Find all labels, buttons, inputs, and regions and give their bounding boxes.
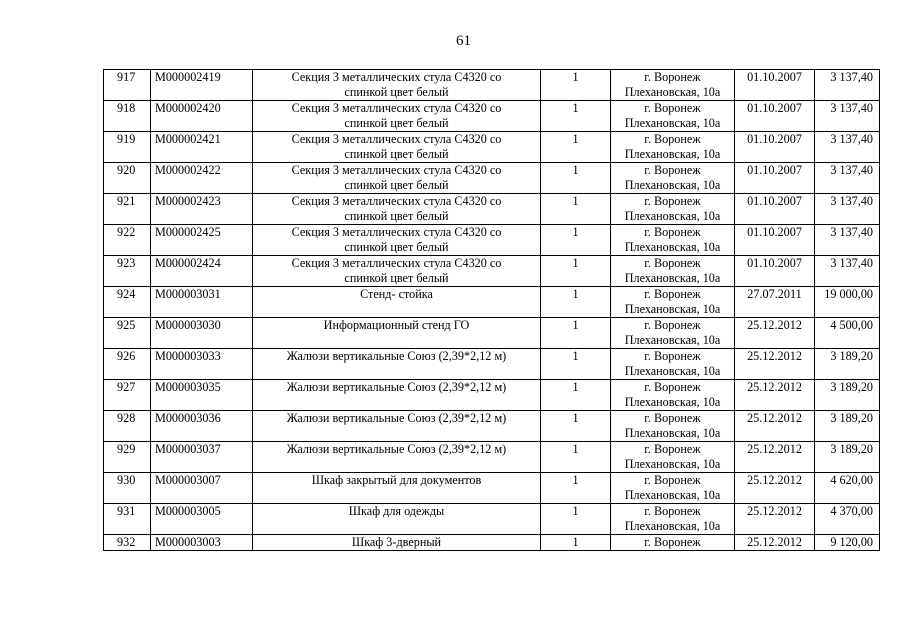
item-name-cell-text: Шкаф закрытый для документов <box>311 473 482 487</box>
inventory-code-cell <box>151 411 253 442</box>
table-row <box>104 256 880 287</box>
item-name-cell <box>253 287 541 318</box>
quantity-cell <box>541 380 611 411</box>
amount-cell <box>815 349 880 380</box>
quantity-cell-text: 1 <box>572 194 579 208</box>
address-cell-text: Плехановская, 10а <box>624 457 721 471</box>
item-name-cell-text: спинкой цвет белый <box>344 178 449 192</box>
address-cell-text: г. Воронеж <box>644 349 701 363</box>
amount-cell-text: 4 500,00 <box>830 318 873 332</box>
inventory-code-cell-text: М000003003 <box>155 535 221 549</box>
address-cell-text: Плехановская, 10а <box>624 209 721 223</box>
table-row <box>104 442 880 473</box>
row-number-cell-text: 920 <box>117 163 136 177</box>
inventory-code-cell <box>151 504 253 535</box>
address-cell <box>611 318 735 349</box>
date-cell <box>735 70 815 101</box>
inventory-code-cell-text: М000002423 <box>155 194 221 208</box>
amount-cell-text: 4 620,00 <box>830 473 873 487</box>
amount-cell-text: 3 189,20 <box>830 442 873 456</box>
date-cell-text: 25.12.2012 <box>747 473 802 487</box>
address-cell-text: Плехановская, 10а <box>624 488 721 502</box>
row-number-cell <box>104 380 151 411</box>
address-cell-text: г. Воронеж <box>644 256 701 270</box>
amount-cell-text: 3 137,40 <box>830 163 873 177</box>
inventory-code-cell <box>151 101 253 132</box>
item-name-cell <box>253 380 541 411</box>
date-cell <box>735 442 815 473</box>
date-cell-text: 25.12.2012 <box>747 442 802 456</box>
date-cell <box>735 318 815 349</box>
address-cell-text: г. Воронеж <box>644 163 701 177</box>
date-cell-text: 01.10.2007 <box>747 256 802 270</box>
address-cell-text: Плехановская, 10а <box>624 147 721 161</box>
quantity-cell-text: 1 <box>572 163 579 177</box>
inventory-code-cell-text: М000003005 <box>155 504 221 518</box>
item-name-cell-text: Секция 3 металлических стула С4320 со <box>291 256 502 270</box>
address-cell-text: Плехановская, 10а <box>624 240 721 254</box>
amount-cell-text: 3 137,40 <box>830 101 873 115</box>
address-cell <box>611 194 735 225</box>
address-cell-text: Плехановская, 10а <box>624 302 721 316</box>
quantity-cell <box>541 70 611 101</box>
inventory-code-cell <box>151 535 253 551</box>
date-cell <box>735 473 815 504</box>
row-number-cell <box>104 225 151 256</box>
amount-cell-text: 3 189,20 <box>830 411 873 425</box>
item-name-cell <box>253 535 541 551</box>
date-cell <box>735 504 815 535</box>
row-number-cell <box>104 287 151 318</box>
amount-cell <box>815 256 880 287</box>
date-cell-text: 25.12.2012 <box>747 411 802 425</box>
item-name-cell <box>253 256 541 287</box>
table-row <box>104 287 880 318</box>
table-row <box>104 225 880 256</box>
quantity-cell-text: 1 <box>572 504 579 518</box>
address-cell-text: г. Воронеж <box>644 194 701 208</box>
inventory-code-cell-text: М000002422 <box>155 163 221 177</box>
row-number-cell-text: 928 <box>117 411 136 425</box>
address-cell-text: Плехановская, 10а <box>624 426 721 440</box>
item-name-cell-text: спинкой цвет белый <box>344 147 449 161</box>
inventory-code-cell <box>151 380 253 411</box>
amount-cell-text: 3 137,40 <box>830 132 873 146</box>
item-name-cell-text: Секция 3 металлических стула С4320 со <box>291 194 502 208</box>
date-cell <box>735 132 815 163</box>
row-number-cell <box>104 535 151 551</box>
inventory-code-cell-text: М000002424 <box>155 256 221 270</box>
item-name-cell-text: Жалюзи вертикальные Союз (2,39*2,12 м) <box>286 349 507 363</box>
table-row <box>104 194 880 225</box>
item-name-cell-text: Жалюзи вертикальные Союз (2,39*2,12 м) <box>286 411 507 425</box>
amount-cell <box>815 442 880 473</box>
date-cell <box>735 256 815 287</box>
item-name-cell <box>253 349 541 380</box>
address-cell-text: г. Воронеж <box>644 380 701 394</box>
row-number-cell <box>104 256 151 287</box>
row-number-cell-text: 931 <box>117 504 136 518</box>
inventory-code-cell <box>151 194 253 225</box>
quantity-cell <box>541 132 611 163</box>
row-number-cell-text: 929 <box>117 442 136 456</box>
item-name-cell-text: Секция 3 металлических стула С4320 со <box>291 132 502 146</box>
date-cell-text: 01.10.2007 <box>747 163 802 177</box>
amount-cell-text: 3 189,20 <box>830 349 873 363</box>
row-number-cell-text: 919 <box>117 132 136 146</box>
inventory-code-cell-text: М000003033 <box>155 349 221 363</box>
address-cell <box>611 535 735 551</box>
address-cell-text: г. Воронеж <box>644 504 701 518</box>
inventory-code-cell <box>151 473 253 504</box>
inventory-code-cell <box>151 349 253 380</box>
amount-cell <box>815 318 880 349</box>
address-cell <box>611 163 735 194</box>
address-cell <box>611 287 735 318</box>
page-number: 61 <box>456 33 471 49</box>
row-number-cell-text: 923 <box>117 256 136 270</box>
inventory-code-cell <box>151 132 253 163</box>
amount-cell-text: 3 137,40 <box>830 256 873 270</box>
item-name-cell <box>253 132 541 163</box>
quantity-cell-text: 1 <box>572 473 579 487</box>
quantity-cell-text: 1 <box>572 225 579 239</box>
address-cell <box>611 70 735 101</box>
inventory-code-cell-text: М000003035 <box>155 380 221 394</box>
address-cell-text: Плехановская, 10а <box>624 364 721 378</box>
date-cell-text: 01.10.2007 <box>747 70 802 84</box>
item-name-cell <box>253 163 541 194</box>
quantity-cell <box>541 318 611 349</box>
inventory-code-cell <box>151 70 253 101</box>
row-number-cell <box>104 101 151 132</box>
address-cell-text: Плехановская, 10а <box>624 85 721 99</box>
amount-cell-text: 19 000,00 <box>824 287 873 301</box>
amount-cell-text: 3 189,20 <box>830 380 873 394</box>
inventory-code-cell <box>151 256 253 287</box>
amount-cell <box>815 70 880 101</box>
table-row <box>104 349 880 380</box>
quantity-cell-text: 1 <box>572 287 579 301</box>
address-cell <box>611 380 735 411</box>
amount-cell <box>815 535 880 551</box>
item-name-cell-text: Информационный стенд ГО <box>323 318 470 332</box>
inventory-code-cell <box>151 163 253 194</box>
address-cell-text: г. Воронеж <box>644 318 701 332</box>
address-cell-text: Плехановская, 10а <box>624 178 721 192</box>
inventory-code-cell-text: М000002425 <box>155 225 221 239</box>
address-cell-text: Плехановская, 10а <box>624 519 721 533</box>
table-row <box>104 535 880 551</box>
date-cell-text: 01.10.2007 <box>747 194 802 208</box>
inventory-code-cell-text: М000003031 <box>155 287 221 301</box>
row-number-cell <box>104 473 151 504</box>
row-number-cell-text: 932 <box>117 535 136 549</box>
table-row <box>104 411 880 442</box>
address-cell <box>611 225 735 256</box>
item-name-cell-text: Секция 3 металлических стула С4320 со <box>291 163 502 177</box>
quantity-cell-text: 1 <box>572 101 579 115</box>
item-name-cell <box>253 473 541 504</box>
address-cell <box>611 473 735 504</box>
row-number-cell-text: 917 <box>117 70 136 84</box>
row-number-cell-text: 921 <box>117 194 136 208</box>
row-number-cell <box>104 163 151 194</box>
item-name-cell <box>253 318 541 349</box>
address-cell-text: г. Воронеж <box>644 287 701 301</box>
table-row <box>104 504 880 535</box>
date-cell-text: 01.10.2007 <box>747 101 802 115</box>
quantity-cell-text: 1 <box>572 256 579 270</box>
date-cell <box>735 163 815 194</box>
date-cell <box>735 101 815 132</box>
row-number-cell-text: 924 <box>117 287 136 301</box>
amount-cell <box>815 380 880 411</box>
quantity-cell <box>541 535 611 551</box>
date-cell-text: 01.10.2007 <box>747 225 802 239</box>
row-number-cell-text: 925 <box>117 318 136 332</box>
quantity-cell <box>541 287 611 318</box>
address-cell <box>611 442 735 473</box>
amount-cell <box>815 411 880 442</box>
quantity-cell-text: 1 <box>572 535 579 549</box>
item-name-cell-text: Стенд- стойка <box>360 287 433 301</box>
item-name-cell <box>253 411 541 442</box>
item-name-cell-text: Жалюзи вертикальные Союз (2,39*2,12 м) <box>286 442 507 456</box>
address-cell <box>611 349 735 380</box>
item-name-cell-text: спинкой цвет белый <box>344 240 449 254</box>
item-name-cell-text: Шкаф 3-дверный <box>351 535 442 549</box>
address-cell-text: г. Воронеж <box>644 132 701 146</box>
quantity-cell <box>541 163 611 194</box>
address-cell-text: г. Воронеж <box>644 70 701 84</box>
row-number-cell-text: 926 <box>117 349 136 363</box>
table-row <box>104 132 880 163</box>
inventory-code-cell-text: М000002419 <box>155 70 221 84</box>
address-cell <box>611 101 735 132</box>
item-name-cell <box>253 70 541 101</box>
inventory-code-cell <box>151 287 253 318</box>
quantity-cell-text: 1 <box>572 70 579 84</box>
quantity-cell <box>541 225 611 256</box>
table-row <box>104 70 880 101</box>
inventory-code-cell <box>151 442 253 473</box>
amount-cell-text: 3 137,40 <box>830 225 873 239</box>
amount-cell <box>815 194 880 225</box>
quantity-cell <box>541 442 611 473</box>
row-number-cell <box>104 318 151 349</box>
inventory-table <box>103 69 880 551</box>
inventory-code-cell-text: М000003036 <box>155 411 221 425</box>
quantity-cell-text: 1 <box>572 411 579 425</box>
item-name-cell <box>253 101 541 132</box>
quantity-cell-text: 1 <box>572 442 579 456</box>
quantity-cell-text: 1 <box>572 132 579 146</box>
item-name-cell-text: спинкой цвет белый <box>344 271 449 285</box>
inventory-code-cell-text: М000003030 <box>155 318 221 332</box>
address-cell-text: г. Воронеж <box>644 411 701 425</box>
address-cell-text: Плехановская, 10а <box>624 333 721 347</box>
date-cell <box>735 194 815 225</box>
quantity-cell <box>541 194 611 225</box>
inventory-code-cell-text: М000003007 <box>155 473 221 487</box>
date-cell-text: 25.12.2012 <box>747 318 802 332</box>
row-number-cell-text: 927 <box>117 380 136 394</box>
row-number-cell <box>104 132 151 163</box>
table-row <box>104 101 880 132</box>
address-cell-text: г. Воронеж <box>644 225 701 239</box>
date-cell-text: 25.12.2012 <box>747 380 802 394</box>
date-cell-text: 27.07.2011 <box>747 287 802 301</box>
inventory-code-cell-text: М000002420 <box>155 101 221 115</box>
date-cell-text: 01.10.2007 <box>747 132 802 146</box>
row-number-cell-text: 922 <box>117 225 136 239</box>
row-number-cell-text: 930 <box>117 473 136 487</box>
date-cell <box>735 411 815 442</box>
item-name-cell-text: Секция 3 металлических стула С4320 со <box>291 225 502 239</box>
amount-cell <box>815 287 880 318</box>
quantity-cell-text: 1 <box>572 380 579 394</box>
inventory-code-cell-text: М000002421 <box>155 132 221 146</box>
row-number-cell <box>104 70 151 101</box>
quantity-cell-text: 1 <box>572 318 579 332</box>
address-cell <box>611 256 735 287</box>
amount-cell <box>815 473 880 504</box>
item-name-cell-text: Секция 3 металлических стула С4320 со <box>291 101 502 115</box>
quantity-cell <box>541 473 611 504</box>
table-row <box>104 473 880 504</box>
amount-cell <box>815 504 880 535</box>
table-row <box>104 380 880 411</box>
quantity-cell-text: 1 <box>572 349 579 363</box>
address-cell <box>611 411 735 442</box>
item-name-cell-text: Шкаф для одежды <box>348 504 445 518</box>
date-cell <box>735 380 815 411</box>
address-cell-text: Плехановская, 10а <box>624 116 721 130</box>
row-number-cell <box>104 411 151 442</box>
item-name-cell-text: спинкой цвет белый <box>344 85 449 99</box>
amount-cell-text: 4 370,00 <box>830 504 873 518</box>
inventory-code-cell <box>151 318 253 349</box>
quantity-cell <box>541 349 611 380</box>
amount-cell <box>815 225 880 256</box>
address-cell-text: г. Воронеж <box>644 101 701 115</box>
date-cell <box>735 287 815 318</box>
address-cell-text: Плехановская, 10а <box>624 271 721 285</box>
row-number-cell <box>104 504 151 535</box>
inventory-code-cell-text: М000003037 <box>155 442 221 456</box>
quantity-cell <box>541 101 611 132</box>
item-name-cell-text: Секция 3 металлических стула С4320 со <box>291 70 502 84</box>
date-cell-text: 25.12.2012 <box>747 535 802 549</box>
date-cell <box>735 535 815 551</box>
amount-cell <box>815 132 880 163</box>
item-name-cell-text: спинкой цвет белый <box>344 116 449 130</box>
row-number-cell-text: 918 <box>117 101 136 115</box>
date-cell <box>735 349 815 380</box>
amount-cell-text: 3 137,40 <box>830 70 873 84</box>
row-number-cell <box>104 194 151 225</box>
amount-cell-text: 9 120,00 <box>830 535 873 549</box>
address-cell-text: Плехановская, 10а <box>624 395 721 409</box>
address-cell <box>611 132 735 163</box>
row-number-cell <box>104 442 151 473</box>
address-cell <box>611 504 735 535</box>
address-cell-text: г. Воронеж <box>644 473 701 487</box>
date-cell <box>735 225 815 256</box>
quantity-cell <box>541 256 611 287</box>
item-name-cell <box>253 504 541 535</box>
date-cell-text: 25.12.2012 <box>747 349 802 363</box>
quantity-cell <box>541 411 611 442</box>
item-name-cell <box>253 442 541 473</box>
inventory-table-body <box>104 70 880 551</box>
row-number-cell <box>104 349 151 380</box>
item-name-cell <box>253 225 541 256</box>
address-cell-text: г. Воронеж <box>644 442 701 456</box>
item-name-cell <box>253 194 541 225</box>
quantity-cell <box>541 504 611 535</box>
item-name-cell-text: Жалюзи вертикальные Союз (2,39*2,12 м) <box>286 380 507 394</box>
address-cell-text: г. Воронеж <box>644 535 701 549</box>
inventory-code-cell <box>151 225 253 256</box>
amount-cell <box>815 163 880 194</box>
amount-cell <box>815 101 880 132</box>
date-cell-text: 25.12.2012 <box>747 504 802 518</box>
table-row <box>104 163 880 194</box>
amount-cell-text: 3 137,40 <box>830 194 873 208</box>
table-row <box>104 318 880 349</box>
item-name-cell-text: спинкой цвет белый <box>344 209 449 223</box>
